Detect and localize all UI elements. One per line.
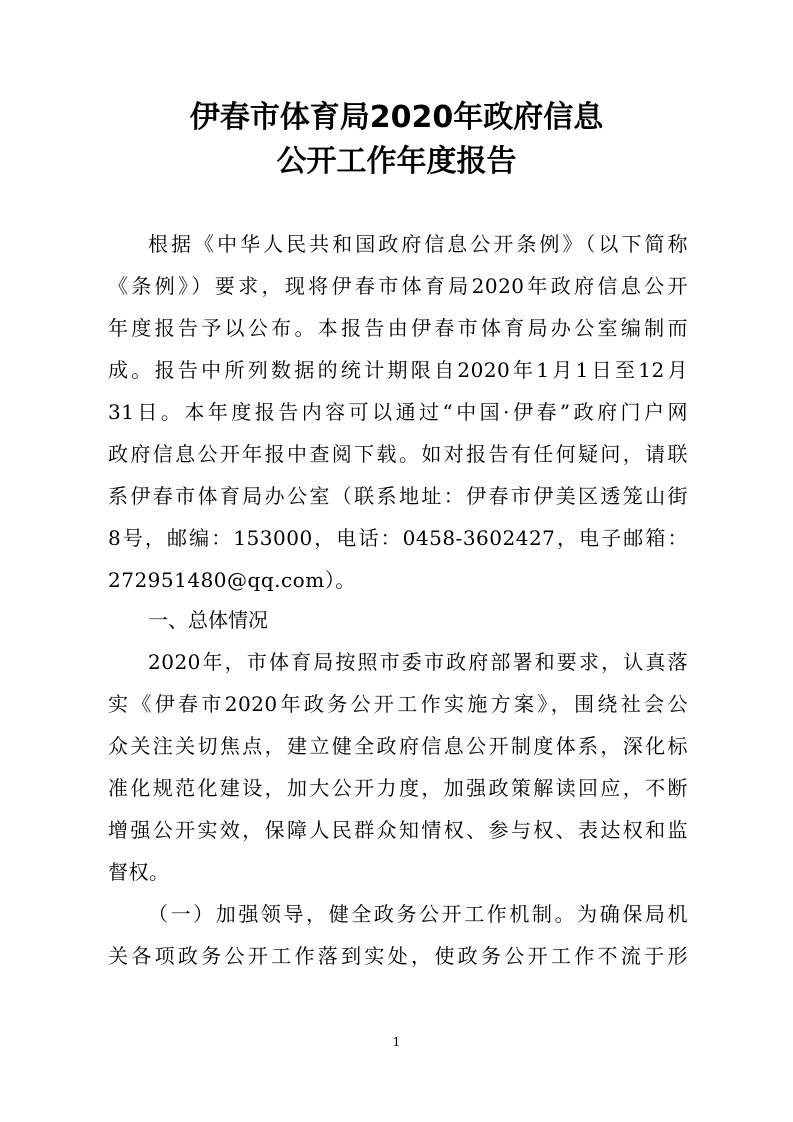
intro-paragraph-line: 成。报告中所列数据的统计期限自2020年1月1日至12月 bbox=[108, 358, 688, 382]
intro-paragraph-line: 根据《中华人民共和国政府信息公开条例》（以下简称 bbox=[148, 232, 688, 256]
section-paragraph-line: 督权。 bbox=[108, 860, 170, 884]
subsection-paragraph-line: （一）加强领导，健全政务公开工作机制。为确保局机 bbox=[148, 902, 688, 926]
section-heading: 一、总体情况 bbox=[148, 608, 268, 632]
section-paragraph-line: 实《伊春市2020年政务公开工作实施方案》，围绕社会公 bbox=[108, 692, 688, 716]
section-paragraph-line: 众关注关切焦点，建立健全政府信息公开制度体系，深化标 bbox=[108, 734, 688, 758]
section-paragraph-line: 增强公开实效，保障人民群众知情权、参与权、表达权和监 bbox=[108, 818, 688, 842]
document-title-line-2: 公开工作年度报告 bbox=[276, 144, 517, 179]
intro-paragraph-line: 272951480@qq.com）。 bbox=[108, 568, 356, 592]
subsection-paragraph-line: 关各项政务公开工作落到实处，使政务公开工作不流于形 bbox=[108, 944, 688, 968]
intro-paragraph-line: 年度报告予以公布。本报告由伊春市体育局办公室编制而 bbox=[108, 316, 688, 340]
intro-paragraph-line: 31日。本年度报告内容可以通过“中国·伊春”政府门户网 bbox=[108, 400, 688, 424]
intro-paragraph-line: 8号，邮编：153000，电话：0458-3602427，电子邮箱： bbox=[108, 526, 688, 550]
page-number: 1 bbox=[392, 1035, 401, 1049]
document-title-line-1: 伊春市体育局2020年政府信息 bbox=[189, 100, 604, 135]
intro-paragraph-line: 《条例》）要求，现将伊春市体育局2020年政府信息公开 bbox=[108, 274, 688, 298]
section-paragraph-line: 准化规范化建设，加大公开力度，加强政策解读回应，不断 bbox=[108, 776, 688, 800]
intro-paragraph-line: 系伊春市体育局办公室（联系地址：伊春市伊美区透笼山街 bbox=[108, 484, 688, 508]
section-paragraph-line: 2020年，市体育局按照市委市政府部署和要求，认真落 bbox=[148, 650, 688, 674]
intro-paragraph-line: 政府信息公开年报中查阅下载。如对报告有任何疑问，请联 bbox=[108, 442, 688, 466]
